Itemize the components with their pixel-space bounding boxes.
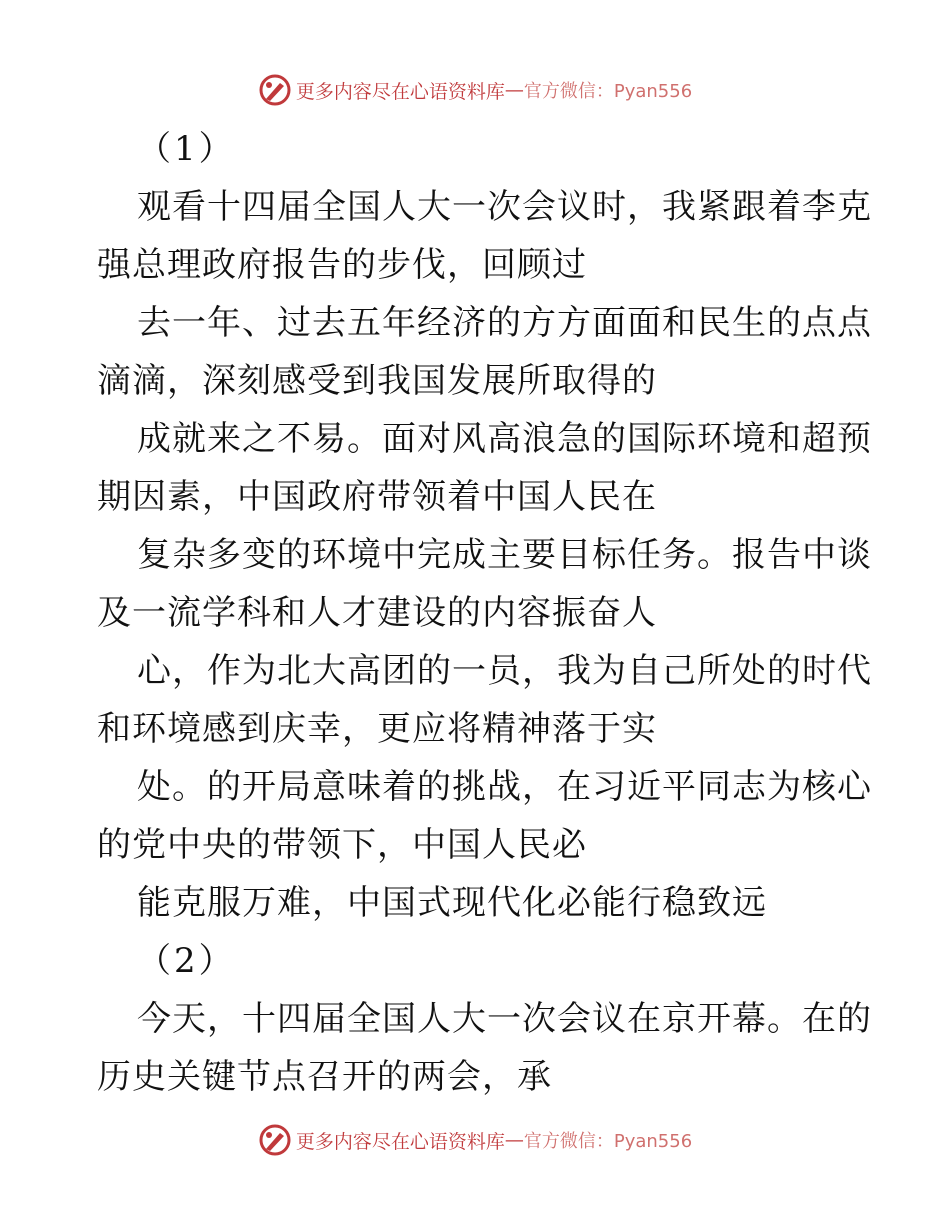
watermark-dash: — xyxy=(504,1129,524,1151)
text-line: 强总理政府报告的步伐，回顾过 xyxy=(97,245,587,285)
document-body xyxy=(97,120,872,1106)
text-line: 的党中央的带领下，中国人民必 xyxy=(97,825,587,865)
text-line: 观看十四届全国人大一次会议时，我紧跟着李克 xyxy=(137,187,872,227)
pen-logo-icon xyxy=(258,1123,292,1157)
text-line: 和环境感到庆幸，更应将精神落于实 xyxy=(97,709,657,749)
watermark-dash: — xyxy=(504,79,524,101)
pen-logo-icon xyxy=(258,73,292,107)
text-line: 成就来之不易。面对风高浪急的国际环境和超预 xyxy=(137,419,872,459)
text-line: 心，作为北大高团的一员，我为自己所处的时代 xyxy=(137,651,872,691)
text-line: 去一年、过去五年经济的方方面面和民生的点点 xyxy=(137,303,872,343)
text-line: 历史关键节点召开的两会，承 xyxy=(97,1057,552,1097)
footer-watermark xyxy=(0,1120,950,1160)
text-line: 期因素，中国政府带领着中国人民在 xyxy=(97,477,657,517)
watermark-side-text: 官方微信：Pyan556 xyxy=(523,1131,693,1152)
section-number: （2） xyxy=(137,941,236,981)
text-line: 今天，十四届全国人大一次会议在京开幕。在的 xyxy=(137,999,872,1039)
text-line: 及一流学科和人才建设的内容振奋人 xyxy=(97,593,657,633)
watermark-main-text: 更多内容尽在心语资料库 xyxy=(295,80,505,103)
text-line: 能克服万难，中国式现代化必能行稳致远 xyxy=(137,883,767,923)
header-watermark xyxy=(0,70,950,110)
watermark-main-text: 更多内容尽在心语资料库 xyxy=(295,1130,505,1153)
watermark-side-text: 官方微信：Pyan556 xyxy=(523,81,693,102)
text-line: 处。的开局意味着的挑战，在习近平同志为核心 xyxy=(137,767,872,807)
text-line: 复杂多变的环境中完成主要目标任务。报告中谈 xyxy=(137,535,872,575)
text-line: 滴滴，深刻感受到我国发展所取得的 xyxy=(97,361,657,401)
section-number: （1） xyxy=(137,129,236,169)
